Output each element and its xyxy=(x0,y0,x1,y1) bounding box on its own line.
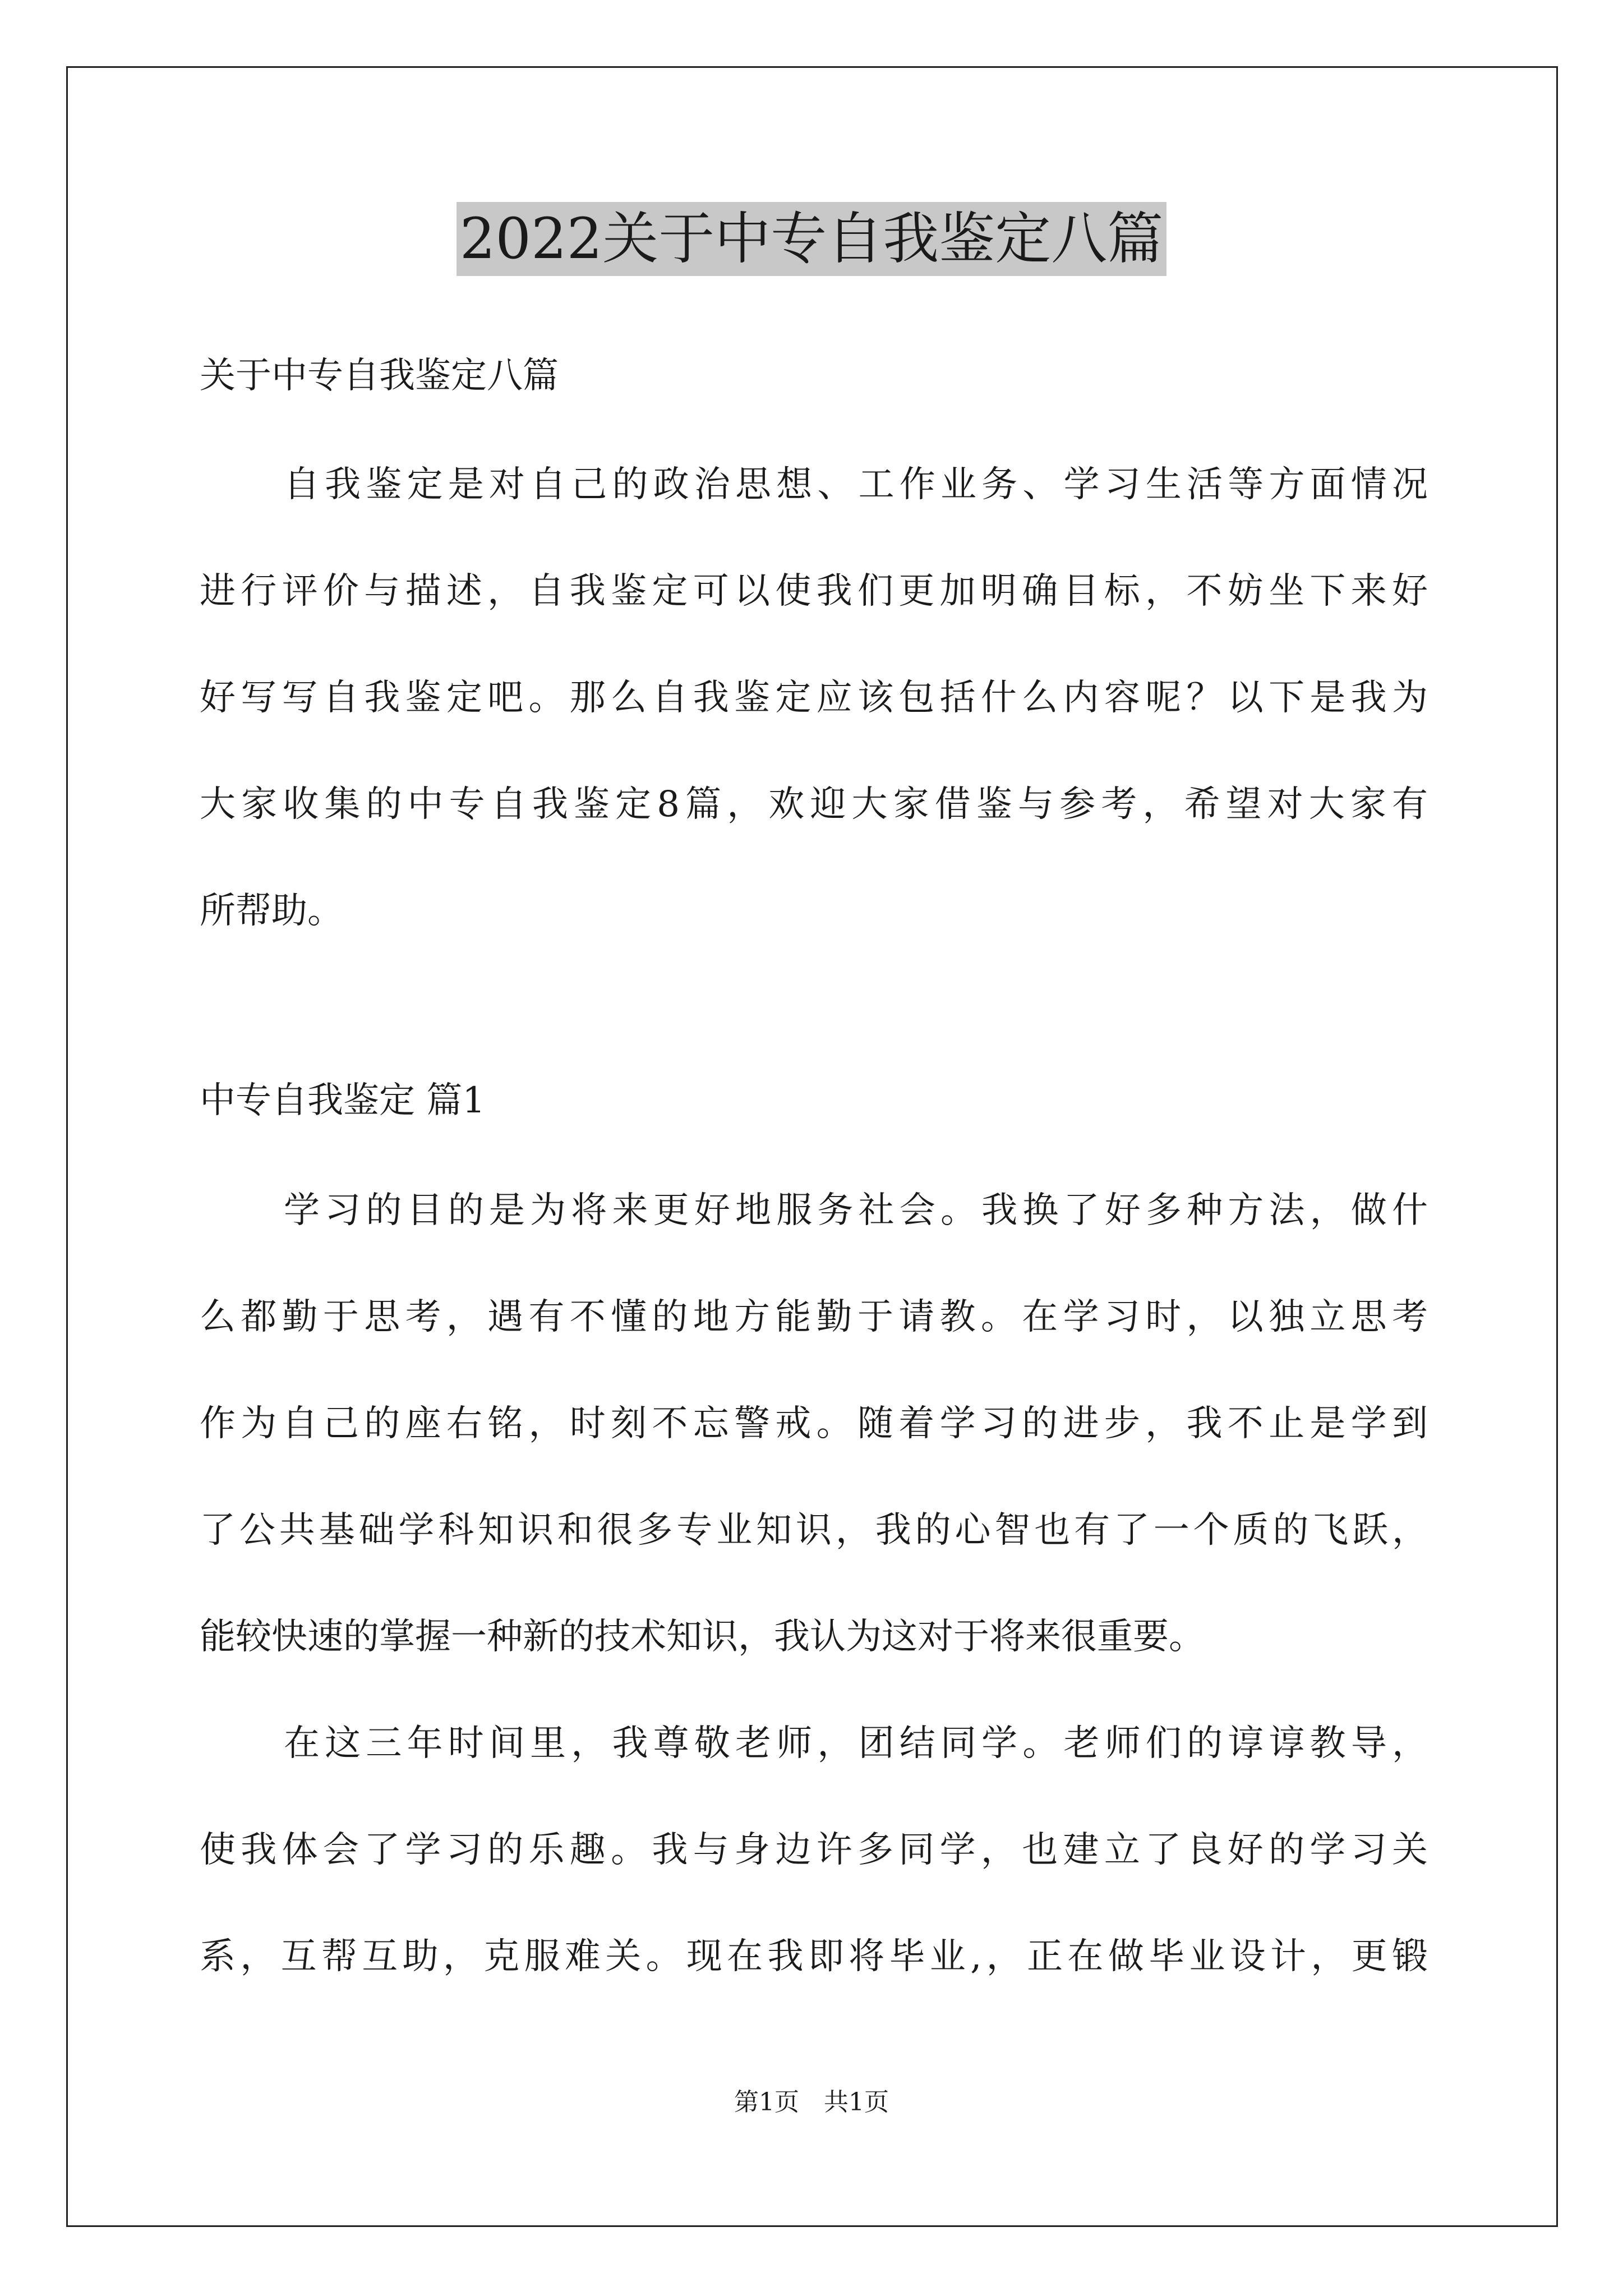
paragraph-line: 使我体会了学习的乐趣。我与身边许多同学，也建立了良好的学习关 xyxy=(200,1829,1428,1871)
section-heading: 中专自我鉴定 篇1 xyxy=(200,1080,486,1121)
paragraph-line: 能较快速的掌握一种新的技术知识，我认为这对于将来很重要。 xyxy=(200,1616,1205,1658)
paragraph-line: 在这三年时间里，我尊敬老师，团结同学。老师们的谆谆教导， xyxy=(284,1723,1428,1764)
intro-line: 好写写自我鉴定吧。那么自我鉴定应该包括什么内容呢？以下是我为 xyxy=(200,677,1428,719)
page-number-footer: 第1页 共1页 xyxy=(734,2088,889,2116)
intro-heading: 关于中专自我鉴定八篇 xyxy=(200,355,559,397)
intro-line: 大家收集的中专自我鉴定8篇，欢迎大家借鉴与参考，希望对大家有 xyxy=(200,784,1428,825)
intro-line: 自我鉴定是对自己的政治思想、工作业务、学习生活等方面情况 xyxy=(284,464,1428,505)
document-title: 2022关于中专自我鉴定八篇 xyxy=(457,202,1167,276)
title-container xyxy=(0,202,1623,276)
paragraph-line: 作为自己的座右铭，时刻不忘警戒。随着学习的进步，我不止是学到 xyxy=(200,1403,1428,1444)
paragraph-line: 学习的目的是为将来更好地服务社会。我换了好多种方法，做什 xyxy=(284,1190,1428,1231)
paragraph-line: 系，互帮互助，克服难关。现在我即将毕业,，正在做毕业设计，更锻 xyxy=(200,1936,1428,1977)
paragraph-line: 了公共基础学科知识和很多专业知识，我的心智也有了一个质的飞跃， xyxy=(200,1510,1428,1551)
intro-line: 进行评价与描述，自我鉴定可以使我们更加明确目标，不妨坐下来好 xyxy=(200,570,1428,612)
paragraph-line: 么都勤于思考，遇有不懂的地方能勤于请教。在学习时，以独立思考 xyxy=(200,1296,1428,1338)
intro-line: 所帮助。 xyxy=(200,890,343,932)
